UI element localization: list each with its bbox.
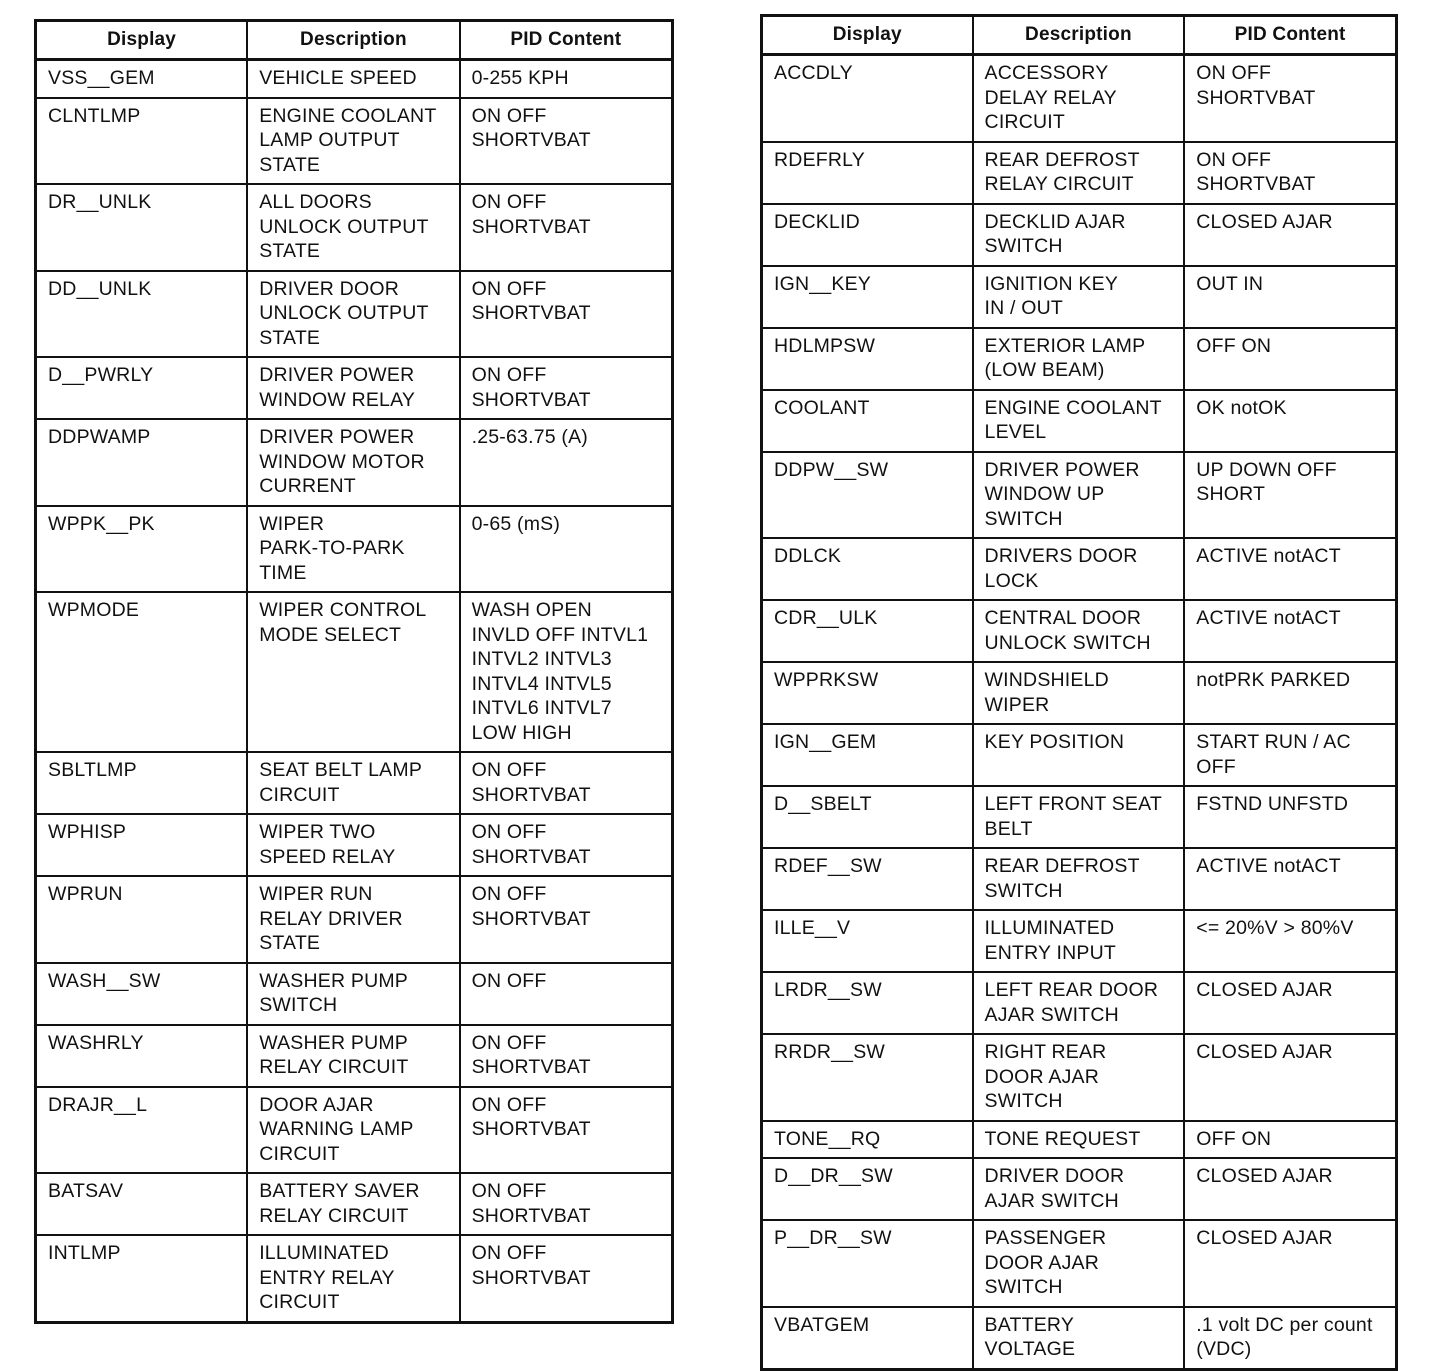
- table-row: [762, 142, 1397, 204]
- display-cell: WPHISP: [36, 814, 248, 876]
- display-cell: DDPW__SW: [762, 452, 973, 539]
- description-cell: DOOR AJAR WARNING LAMP CIRCUIT: [247, 1087, 459, 1174]
- header-pid-content: PID Content: [460, 21, 673, 60]
- pid-content-cell: ON OFF SHORTVBAT: [460, 357, 673, 419]
- display-cell: DECKLID: [762, 204, 973, 266]
- pid-content-cell: ON OFF SHORTVBAT: [460, 752, 673, 814]
- display-cell: IGN__GEM: [762, 724, 973, 786]
- pid-content-cell: ACTIVE notACT: [1184, 538, 1396, 600]
- pid-content-cell: ON OFF SHORTVBAT: [460, 98, 673, 185]
- table-row: [762, 972, 1397, 1034]
- header-display: Display: [36, 21, 248, 60]
- description-cell: WIPER PARK-TO-PARK TIME: [247, 506, 459, 593]
- table-row: [36, 752, 673, 814]
- pid-content-cell: ON OFF SHORTVBAT: [460, 814, 673, 876]
- table-row: [36, 1087, 673, 1174]
- table-row: [762, 1307, 1397, 1370]
- pid-content-cell: START RUN / AC OFF: [1184, 724, 1396, 786]
- pid-content-cell: .1 volt DC per count (VDC): [1184, 1307, 1396, 1370]
- table-row: [762, 1158, 1397, 1220]
- table-row: [762, 600, 1397, 662]
- table-row: [762, 452, 1397, 539]
- pid-content-cell: ON OFF SHORTVBAT: [1184, 142, 1396, 204]
- table-row: [36, 506, 673, 593]
- description-cell: WIPER CONTROL MODE SELECT: [247, 592, 459, 752]
- description-cell: PASSENGER DOOR AJAR SWITCH: [973, 1220, 1185, 1307]
- description-cell: WASHER PUMP SWITCH: [247, 963, 459, 1025]
- table-row: [36, 1173, 673, 1235]
- description-cell: WIPER RUN RELAY DRIVER STATE: [247, 876, 459, 963]
- display-cell: IGN__KEY: [762, 266, 973, 328]
- display-cell: INTLMP: [36, 1235, 248, 1322]
- description-cell: VEHICLE SPEED: [247, 60, 459, 98]
- display-cell: RRDR__SW: [762, 1034, 973, 1121]
- table-row: [36, 814, 673, 876]
- pid-content-cell: ACTIVE notACT: [1184, 600, 1396, 662]
- description-cell: SEAT BELT LAMP CIRCUIT: [247, 752, 459, 814]
- header-description: Description: [247, 21, 459, 60]
- description-cell: REAR DEFROST SWITCH: [973, 848, 1185, 910]
- description-cell: WINDSHIELD WIPER: [973, 662, 1185, 724]
- description-cell: ENGINE COOLANT LEVEL: [973, 390, 1185, 452]
- table-row: [762, 538, 1397, 600]
- table-row: [762, 786, 1397, 848]
- pid-content-cell: WASH OPEN INVLD OFF INTVL1 INTVL2 INTVL3 INTVL4 INTVL5 INTVL6 INTVL7 LOW HIGH: [460, 592, 673, 752]
- pid-content-cell: ON OFF SHORTVBAT: [460, 271, 673, 358]
- display-cell: VSS__GEM: [36, 60, 248, 98]
- pid-content-cell: ON OFF SHORTVBAT: [1184, 55, 1396, 142]
- display-cell: SBLTLMP: [36, 752, 248, 814]
- display-cell: WASHRLY: [36, 1025, 248, 1087]
- table-row: [762, 328, 1397, 390]
- table-row: [36, 98, 673, 185]
- display-cell: LRDR__SW: [762, 972, 973, 1034]
- display-cell: COOLANT: [762, 390, 973, 452]
- description-cell: LEFT FRONT SEAT BELT: [973, 786, 1185, 848]
- header-pid-content: PID Content: [1184, 16, 1396, 55]
- description-cell: DRIVER DOOR AJAR SWITCH: [973, 1158, 1185, 1220]
- table-row: [762, 662, 1397, 724]
- description-cell: BATTERY VOLTAGE: [973, 1307, 1185, 1370]
- pid-table-right: [760, 14, 1398, 1371]
- pid-table-left: [34, 19, 674, 1324]
- display-cell: DRAJR__L: [36, 1087, 248, 1174]
- description-cell: ENGINE COOLANT LAMP OUTPUT STATE: [247, 98, 459, 185]
- display-cell: DDLCK: [762, 538, 973, 600]
- left-table-body: [36, 60, 673, 1323]
- pid-content-cell: OK notOK: [1184, 390, 1396, 452]
- display-cell: RDEF__SW: [762, 848, 973, 910]
- description-cell: KEY POSITION: [973, 724, 1185, 786]
- display-cell: VBATGEM: [762, 1307, 973, 1370]
- table-row: [762, 910, 1397, 972]
- description-cell: ILLUMINATED ENTRY RELAY CIRCUIT: [247, 1235, 459, 1322]
- table-row: [36, 1025, 673, 1087]
- table-row: [36, 357, 673, 419]
- pid-content-cell: UP DOWN OFF SHORT: [1184, 452, 1396, 539]
- description-cell: DRIVERS DOOR LOCK: [973, 538, 1185, 600]
- pid-content-cell: OUT IN: [1184, 266, 1396, 328]
- table-row: [762, 266, 1397, 328]
- table-row: [36, 271, 673, 358]
- pid-content-cell: 0-255 KPH: [460, 60, 673, 98]
- display-cell: CLNTLMP: [36, 98, 248, 185]
- table-row: [762, 1034, 1397, 1121]
- display-cell: WPMODE: [36, 592, 248, 752]
- table-row: [762, 724, 1397, 786]
- description-cell: WIPER TWO SPEED RELAY: [247, 814, 459, 876]
- description-cell: ILLUMINATED ENTRY INPUT: [973, 910, 1185, 972]
- display-cell: RDEFRLY: [762, 142, 973, 204]
- table-row: [36, 963, 673, 1025]
- table-row: [36, 60, 673, 98]
- description-cell: ALL DOORS UNLOCK OUTPUT STATE: [247, 184, 459, 271]
- pid-content-cell: OFF ON: [1184, 328, 1396, 390]
- pid-content-cell: ACTIVE notACT: [1184, 848, 1396, 910]
- pid-content-cell: CLOSED AJAR: [1184, 204, 1396, 266]
- pid-content-cell: notPRK PARKED: [1184, 662, 1396, 724]
- description-cell: DRIVER POWER WINDOW UP SWITCH: [973, 452, 1185, 539]
- table-row: [762, 1121, 1397, 1159]
- display-cell: DR__UNLK: [36, 184, 248, 271]
- table-row: [36, 184, 673, 271]
- display-cell: DD__UNLK: [36, 271, 248, 358]
- display-cell: HDLMPSW: [762, 328, 973, 390]
- description-cell: LEFT REAR DOOR AJAR SWITCH: [973, 972, 1185, 1034]
- description-cell: ACCESSORY DELAY RELAY CIRCUIT: [973, 55, 1185, 142]
- description-cell: RIGHT REAR DOOR AJAR SWITCH: [973, 1034, 1185, 1121]
- description-cell: IGNITION KEY IN / OUT: [973, 266, 1185, 328]
- description-cell: DRIVER DOOR UNLOCK OUTPUT STATE: [247, 271, 459, 358]
- description-cell: REAR DEFROST RELAY CIRCUIT: [973, 142, 1185, 204]
- table-row: [762, 390, 1397, 452]
- display-cell: D__SBELT: [762, 786, 973, 848]
- header-description: Description: [973, 16, 1185, 55]
- display-cell: D__PWRLY: [36, 357, 248, 419]
- description-cell: EXTERIOR LAMP (LOW BEAM): [973, 328, 1185, 390]
- pid-content-cell: ON OFF SHORTVBAT: [460, 1025, 673, 1087]
- display-cell: D__DR__SW: [762, 1158, 973, 1220]
- display-cell: BATSAV: [36, 1173, 248, 1235]
- display-cell: P__DR__SW: [762, 1220, 973, 1307]
- display-cell: WASH__SW: [36, 963, 248, 1025]
- pid-content-cell: ON OFF SHORTVBAT: [460, 876, 673, 963]
- pid-content-cell: <= 20%V > 80%V: [1184, 910, 1396, 972]
- display-cell: WPRUN: [36, 876, 248, 963]
- header-row: [36, 21, 673, 60]
- pid-content-cell: CLOSED AJAR: [1184, 972, 1396, 1034]
- description-cell: WASHER PUMP RELAY CIRCUIT: [247, 1025, 459, 1087]
- header-display: Display: [762, 16, 973, 55]
- pid-content-cell: ON OFF SHORTVBAT: [460, 1087, 673, 1174]
- display-cell: WPPRKSW: [762, 662, 973, 724]
- pid-content-cell: ON OFF SHORTVBAT: [460, 1173, 673, 1235]
- display-cell: ILLE__V: [762, 910, 973, 972]
- description-cell: DRIVER POWER WINDOW MOTOR CURRENT: [247, 419, 459, 506]
- table-row: [36, 1235, 673, 1322]
- pid-content-cell: CLOSED AJAR: [1184, 1034, 1396, 1121]
- pid-content-cell: .25-63.75 (A): [460, 419, 673, 506]
- pid-content-cell: CLOSED AJAR: [1184, 1158, 1396, 1220]
- display-cell: CDR__ULK: [762, 600, 973, 662]
- header-row: [762, 16, 1397, 55]
- pid-content-cell: CLOSED AJAR: [1184, 1220, 1396, 1307]
- pid-content-cell: 0-65 (mS): [460, 506, 673, 593]
- description-cell: BATTERY SAVER RELAY CIRCUIT: [247, 1173, 459, 1235]
- table-row: [36, 419, 673, 506]
- table-row: [762, 848, 1397, 910]
- table-row: [762, 204, 1397, 266]
- right-table-body: [762, 55, 1397, 1370]
- pid-content-cell: ON OFF SHORTVBAT: [460, 1235, 673, 1322]
- description-cell: CENTRAL DOOR UNLOCK SWITCH: [973, 600, 1185, 662]
- display-cell: ACCDLY: [762, 55, 973, 142]
- display-cell: TONE__RQ: [762, 1121, 973, 1159]
- pid-content-cell: FSTND UNFSTD: [1184, 786, 1396, 848]
- table-row: [762, 55, 1397, 142]
- pid-content-cell: OFF ON: [1184, 1121, 1396, 1159]
- description-cell: DRIVER POWER WINDOW RELAY: [247, 357, 459, 419]
- pid-content-cell: ON OFF: [460, 963, 673, 1025]
- description-cell: DECKLID AJAR SWITCH: [973, 204, 1185, 266]
- table-row: [36, 592, 673, 752]
- display-cell: DDPWAMP: [36, 419, 248, 506]
- pid-content-cell: ON OFF SHORTVBAT: [460, 184, 673, 271]
- table-row: [36, 876, 673, 963]
- description-cell: TONE REQUEST: [973, 1121, 1185, 1159]
- table-row: [762, 1220, 1397, 1307]
- display-cell: WPPK__PK: [36, 506, 248, 593]
